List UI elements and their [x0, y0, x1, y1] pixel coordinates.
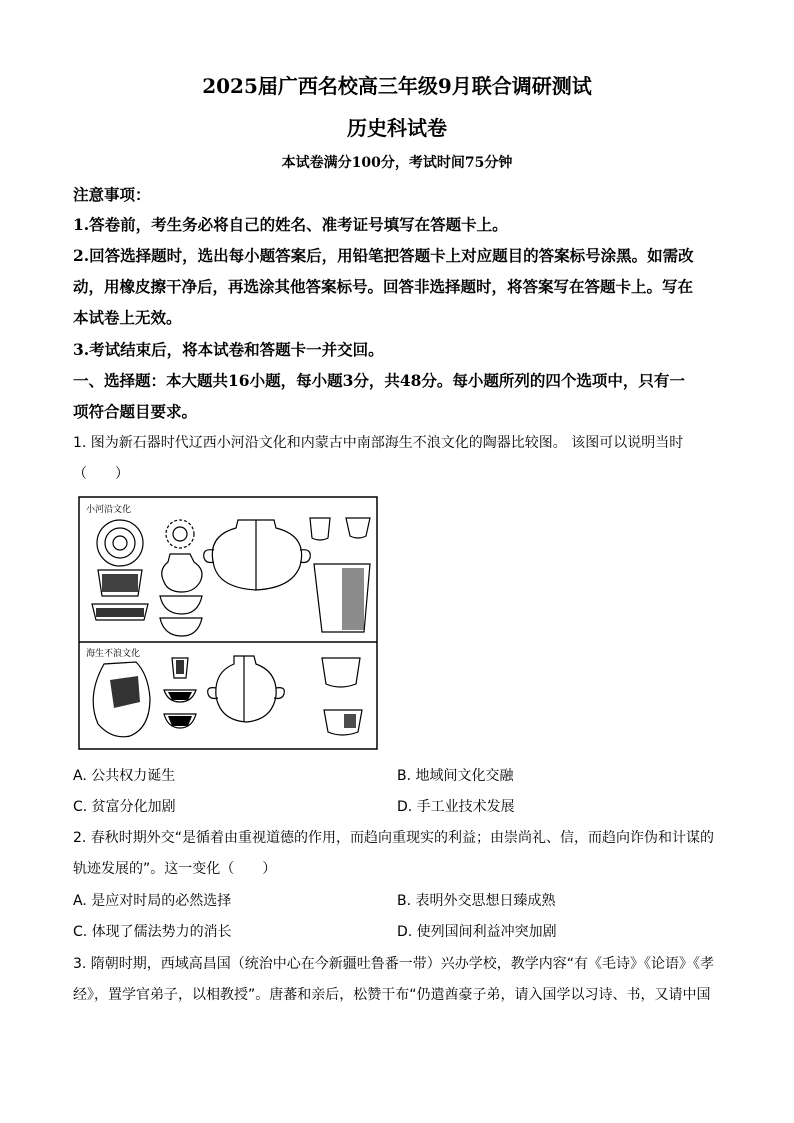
- q2-stem-line-1: 2. 春秋时期外交“是循着由重视道德的作用，而趋向重现实的利益；由崇尚礼、信，而趋向诈伪和计谋的: [73, 830, 715, 846]
- q1-stem-line-2: （ ）: [73, 466, 129, 482]
- q3-stem-line-2: 经》，置学官弟子，以相教授”。唐蕃和亲后，松赞干布“仍遣酋豪子弟，请入国学以习诗、书，又请中国: [73, 987, 711, 1003]
- notice-heading: 注意事项：: [73, 185, 151, 204]
- exam-title: 2025届广西名校高三年级9月联合调研测试: [202, 74, 592, 98]
- figure-label-xiaoheyan: 小河沿文化: [86, 505, 132, 515]
- q1-option-b: B. 地域间文化交融: [397, 768, 514, 784]
- notice-item-2-line-3: 本试卷上无效。: [73, 308, 182, 327]
- notice-item-1: 1.答卷前，考生务必将自己的姓名、准考证号填写在答题卡上。: [73, 215, 508, 234]
- notice-item-2-line-1: 2.回答选择题时，选出每小题答案后，用铅笔把答题卡上对应题目的答案标号涂黑。如需改: [73, 246, 694, 265]
- q3-stem-line-1: 3. 隋朝时期，西域高昌国（统治中心在今新疆吐鲁番一带）兴办学校，教学内容“有《毛诗》《论语》《孝: [73, 956, 715, 972]
- notice-item-3: 3.考试结束后，将本试卷和答题卡一并交回。: [73, 340, 384, 359]
- q1-option-c: C. 贫富分化加剧: [73, 799, 176, 815]
- q2-stem-line-2: 轨迹发展的”。这一变化（ ）: [73, 861, 277, 877]
- q2-option-a: A. 是应对时局的必然选择: [73, 893, 232, 909]
- q2-option-d: D. 使列国间利益冲突加剧: [397, 924, 557, 940]
- q1-stem-line-1: 1. 图为新石器时代辽西小河沿文化和内蒙古中南部海生不浪文化的陶器比较图。 该图可以说明当时: [73, 435, 684, 451]
- q2-option-c: C. 体现了儒法势力的消长: [73, 924, 232, 940]
- pottery-comparison-figure: [78, 496, 378, 750]
- section-heading-line-2: 项符合题目要求。: [73, 402, 198, 421]
- figure-label-haishengbulang: 海生不浪文化: [86, 649, 141, 659]
- q1-option-d: D. 手工业技术发展: [397, 799, 515, 815]
- section-heading-line-1: 一、选择题：本大题共16小题，每小题3分，共48分。每小题所列的四个选项中，只有一: [73, 371, 685, 390]
- exam-subtitle: 历史科试卷: [347, 116, 447, 140]
- q1-option-a: A. 公共权力诞生: [73, 768, 176, 784]
- notice-item-2-line-2: 动，用橡皮擦干净后，再选涂其他答案标号。回答非选择题时，将答案写在答题卡上。写在: [73, 277, 694, 296]
- q2-option-b: B. 表明外交思想日臻成熟: [397, 893, 556, 909]
- exam-info: 本试卷满分100分，考试时间75分钟: [281, 155, 513, 171]
